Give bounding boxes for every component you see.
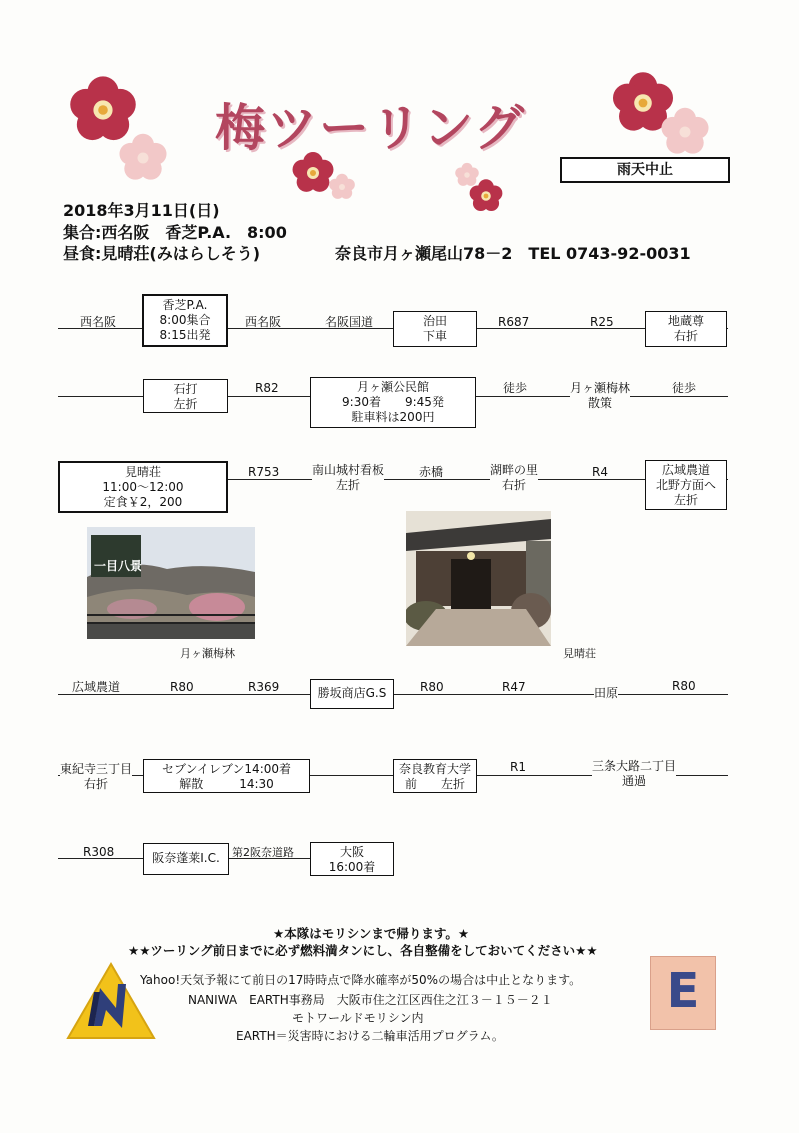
waypoint-miharashiso: [58, 461, 228, 513]
lunch-info: 昼食:見晴荘(みはらしそう): [63, 244, 261, 263]
road-r1: R1: [510, 760, 526, 774]
box-line: 駐車料は200円: [351, 410, 435, 424]
meeting-info: 集合:西名阪 香芝P.A. 8:00: [63, 223, 287, 242]
box-line: 地蔵尊: [667, 314, 704, 328]
road-r369: R369: [248, 680, 280, 694]
waypoint-haruta: [393, 311, 477, 347]
road-dai2-hanna: 第2阪奈道路: [232, 846, 294, 859]
photo-caption-bairin: 月ヶ瀬梅林: [180, 647, 235, 660]
box-line: 南山城村看板: [312, 463, 385, 477]
office-address: NANIWA EARTH事務局 大阪市住之江区西住之江３－１５－２１: [188, 993, 553, 1007]
box-line: 16:00着: [328, 860, 376, 874]
box-line: セブンイレブン14:00着: [161, 762, 292, 776]
waypoint-kashiba-pa: [142, 294, 228, 347]
waypoint-jizoson: [645, 311, 727, 347]
morishin-note: モトワールドモリシン内: [292, 1011, 424, 1025]
box-line: 左折: [173, 397, 198, 411]
waypoint-ishiuchi: [143, 379, 228, 413]
box-line: 右折: [673, 329, 698, 343]
box-line: 前 左折: [404, 777, 465, 791]
road-r82: R82: [255, 381, 279, 395]
rain-cancel-notice: 雨天中止: [560, 157, 730, 183]
waypoint-nara-kyoiku: [393, 759, 477, 793]
road-r753: R753: [248, 465, 280, 479]
road-r687: R687: [498, 315, 530, 329]
road-r4: R4: [592, 465, 608, 479]
box-line: 11:00～12:00: [102, 480, 184, 494]
waypoint-higashikidera: [60, 762, 132, 792]
box-line: 香芝P.A.: [162, 298, 208, 312]
earth-logo-icon: [650, 956, 716, 1030]
box-line: 下車: [422, 329, 447, 343]
page-title: 梅ツーリング: [215, 98, 526, 157]
earth-logo-letter: E: [666, 963, 700, 1019]
waypoint-tawara: 田原: [594, 686, 619, 700]
sign-text: 一目八景: [94, 559, 143, 573]
box-line: 東紀寺三丁目: [60, 762, 133, 776]
box-line: 8:00集合: [159, 313, 211, 327]
waypoint-nishimeihan-2: 西名阪: [245, 315, 282, 329]
walk-label: 徒歩: [503, 381, 528, 395]
event-date: 2018年3月11日(日): [63, 201, 220, 220]
address-info: 奈良市月ヶ瀬尾山78－2 TEL 0743-92-0031: [335, 244, 691, 263]
photo-caption-miharashiso: 見晴荘: [563, 647, 596, 660]
blossom-red-icon: [70, 76, 136, 140]
box-line: 通過: [622, 774, 647, 788]
waypoint-kominkan: [310, 377, 476, 428]
box-line: 月ヶ瀬梅林: [570, 381, 631, 395]
box-line: 8:15出発: [159, 328, 211, 342]
box-line: 右折: [502, 478, 527, 492]
waypoint-sanjo: [592, 759, 676, 789]
blossom-pink-icon: [455, 163, 479, 186]
box-line: 広域農道: [661, 463, 710, 477]
box-line: 散策: [588, 396, 613, 410]
box-line: 左折: [673, 493, 698, 507]
note-fuel: ★★ツーリング前日までに必ず燃料満タンにし、各自整備をしておいてください★★: [128, 943, 598, 958]
waypoint-katsusaka-gs: 勝坂商店G.S: [310, 679, 394, 709]
box-line: 定食￥2，200: [103, 495, 183, 509]
blossom-pink-icon: [329, 174, 355, 199]
walk-label: 徒歩: [672, 381, 697, 395]
waypoint-nanzan: [312, 463, 384, 493]
box-line: 石打: [173, 382, 198, 396]
box-line: 治田: [422, 314, 447, 328]
box-line: 奈良教育大学: [398, 762, 471, 776]
road-r25: R25: [590, 315, 614, 329]
earth-definition: EARTH＝災害時における二輪車活用プログラム。: [236, 1029, 504, 1043]
waypoint-hanna-horai-ic: 阪奈蓬莱I.C.: [143, 843, 229, 875]
road-r80-2: R80: [420, 680, 444, 694]
box-line: 湖畔の里: [490, 463, 539, 477]
waypoint-osaka: [310, 842, 394, 876]
box-line: 見晴荘: [124, 465, 161, 479]
waypoint-akahashi: 赤橋: [419, 465, 444, 479]
blossom-pink-icon: [661, 108, 708, 154]
waypoint-kouiki-nodo: [645, 460, 727, 510]
waypoint-seven-eleven: [143, 759, 310, 793]
road-meihan: 名阪国道: [325, 315, 374, 329]
waypoint-bairin: [570, 381, 630, 411]
box-line: 大阪: [339, 845, 364, 859]
box-line: 右折: [84, 777, 109, 791]
box-line: 北野方面へ: [655, 478, 716, 492]
road-r47: R47: [502, 680, 526, 694]
miharashiso-photo: [406, 511, 551, 646]
weather-note: Yahoo!天気予報にて前日の17時時点で降水確率が50%の場合は中止となります。: [140, 973, 582, 987]
waypoint-kohan: [490, 463, 538, 493]
road-r80-3: R80: [672, 679, 696, 693]
bairin-photo: [87, 527, 255, 639]
waypoint-nishimeihan: 西名阪: [80, 315, 117, 329]
blossom-pink-icon: [119, 134, 166, 180]
road-kouiki-nodo: 広域農道: [72, 680, 121, 694]
road-r308: R308: [83, 845, 115, 859]
road-r80: R80: [170, 680, 194, 694]
box-line: 9:30着 9:45発: [342, 395, 444, 409]
box-line: 解散 14:30: [179, 777, 274, 791]
note-return: ★本隊はモリシンまで帰ります。★: [273, 926, 470, 941]
box-line: 左折: [336, 478, 361, 492]
box-line: 月ヶ瀬公民館: [356, 380, 429, 394]
box-line: 三条大路二丁目: [592, 759, 677, 773]
